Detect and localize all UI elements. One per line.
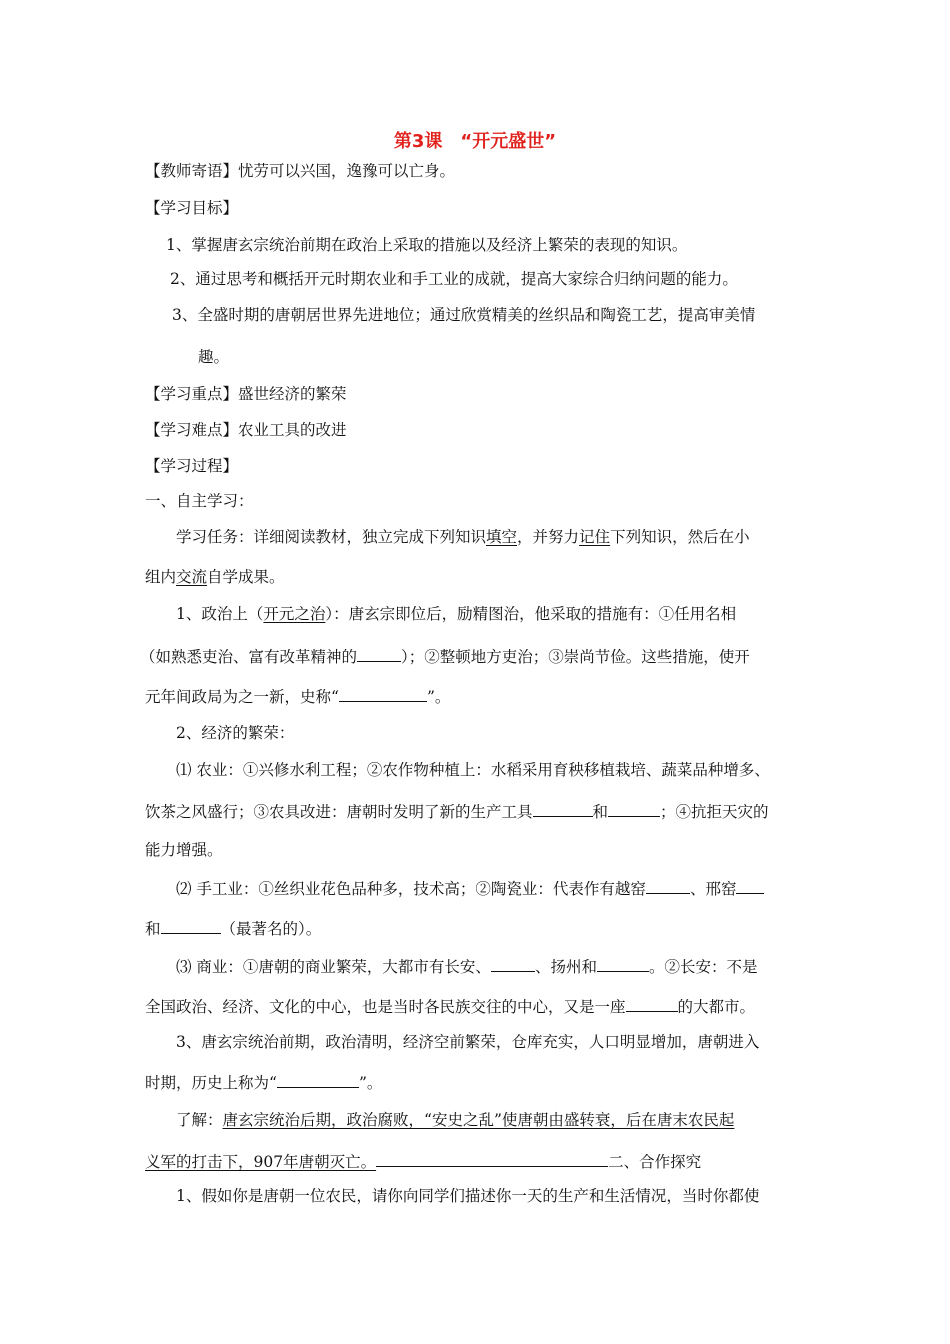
- agriculture-line-3: 能力增强。: [145, 841, 223, 859]
- commerce-text: 的大都市。: [677, 998, 756, 1016]
- politics-text: ）：唐玄宗即位后，励精图治，他采取的措施有：①任用名相: [325, 605, 737, 623]
- handicraft-text: 和: [145, 920, 161, 938]
- teacher-message-text: 忧劳可以兴国，逸豫可以亡身。: [238, 162, 456, 180]
- agriculture-text: 和: [592, 803, 609, 821]
- key-point-text: 盛世经济的繁荣: [238, 385, 347, 403]
- teacher-message: [145, 160, 455, 182]
- fill-blank[interactable]: [491, 954, 535, 972]
- commerce-line-2: [145, 994, 755, 1018]
- key-point-label: 【学习重点】: [145, 385, 239, 403]
- understand-underline-extension: [376, 1149, 608, 1167]
- understand-line-2: [145, 1149, 701, 1173]
- task-underline-remember: 记住: [579, 528, 611, 546]
- fill-blank[interactable]: [277, 1070, 359, 1088]
- prosperity-text: 时期，历史上称为“: [145, 1074, 277, 1092]
- fill-blank[interactable]: [161, 916, 221, 934]
- goals-heading: 【学习目标】: [145, 199, 239, 217]
- handicraft-text: 、邢窑: [689, 880, 737, 898]
- fill-blank[interactable]: [646, 876, 690, 894]
- prosperity-line-2: [145, 1070, 382, 1094]
- cooperation-question-1: 1、假如你是唐朝一位农民，请你向同学们描述你一天的生产和生活情况，当时你都使: [176, 1187, 760, 1205]
- politics-line-2: [140, 644, 750, 668]
- difficult-point-label: 【学习难点】: [145, 421, 239, 439]
- fill-blank[interactable]: [608, 799, 660, 817]
- handicraft-text: ⑵ 手工业：①丝织业花色品种多，技术高；②陶瓷业：代表作有越窑: [176, 880, 646, 898]
- goal-1: 1、掌握唐玄宗统治前期在政治上采取的措施以及经济上繁荣的表现的知识。: [166, 236, 688, 254]
- fill-blank[interactable]: [339, 684, 427, 702]
- difficult-point: [145, 419, 347, 441]
- fill-blank[interactable]: [597, 954, 649, 972]
- handicraft-line-1: [176, 876, 764, 900]
- goal-3-continued: 趣。: [198, 348, 230, 366]
- agriculture-line-1: ⑴ 农业：①兴修水利工程；②农作物种植上：水稻采用育秧移植栽培、蔬菜品种增多、: [176, 761, 770, 779]
- agriculture-text: 饮茶之风盛行；③农具改进：唐朝时发明了新的生产工具: [145, 803, 533, 821]
- economy-heading: 2、经济的繁荣：: [176, 724, 295, 742]
- task-line-1: [176, 526, 750, 548]
- task-text: 下列知识，然后在小: [610, 528, 750, 546]
- process-heading: 【学习过程】: [145, 457, 239, 475]
- agriculture-text: ；④抗拒天灾的: [660, 803, 769, 821]
- section-self-study: 一、自主学习：: [145, 492, 254, 510]
- handicraft-text: （最著名的）。: [220, 920, 322, 938]
- difficult-point-text: 农业工具的改进: [238, 421, 347, 439]
- understand-underlined-text: 义军的打击下，907年唐朝灭亡。: [145, 1153, 377, 1171]
- commerce-text: 全国政治、经济、文化的中心，也是当时各民族交往的中心，又是一座: [145, 998, 626, 1016]
- politics-underline-kaiyuan: 开元之治: [263, 605, 326, 623]
- task-text: 组内: [145, 568, 177, 586]
- goal-2: 2、通过思考和概括开元时期农业和手工业的成就，提高大家综合归纳问题的能力。: [170, 270, 738, 288]
- prosperity-text: ”。: [358, 1074, 383, 1092]
- politics-text: 元年间政局为之一新，史称“: [145, 688, 339, 706]
- task-line-2: [145, 566, 285, 588]
- understand-line-1: [176, 1109, 734, 1131]
- task-underline-fill: 填空: [486, 528, 518, 546]
- task-text: 自学成果。: [207, 568, 285, 586]
- prosperity-line-1: 3、唐玄宗统治前期，政治清明，经济空前繁荣，仓库充实，人口明显增加，唐朝进入: [176, 1033, 760, 1051]
- fill-blank[interactable]: [626, 994, 678, 1012]
- politics-text: ）；②整顿地方吏治；③崇尚节俭。这些措施，使开: [401, 648, 750, 666]
- section-cooperation: 二、合作探究: [608, 1153, 702, 1171]
- politics-line-3: [145, 684, 450, 708]
- goal-3: 3、全盛时期的唐朝居世界先进地位；通过欣赏精美的丝织品和陶瓷工艺，提高审美情: [172, 306, 756, 324]
- politics-line-1: [176, 603, 736, 625]
- understand-underlined-text: 唐玄宗统治后期，政治腐败，“安史之乱”使唐朝由盛转衰，后在唐末农民起: [222, 1111, 735, 1129]
- commerce-text: ⑶ 商业：①唐朝的商业繁荣，大都市有长安、: [176, 958, 491, 976]
- key-point: [145, 383, 347, 405]
- politics-text: （如熟悉吏治、富有改革精神的: [140, 648, 358, 666]
- fill-blank[interactable]: [533, 799, 593, 817]
- task-text: ，并努力: [517, 528, 580, 546]
- commerce-text: 、扬州和: [534, 958, 597, 976]
- teacher-message-label: 【教师寄语】: [145, 162, 239, 180]
- politics-text: ”。: [426, 688, 451, 706]
- agriculture-line-2: [145, 799, 769, 823]
- understand-label: 了解：: [176, 1111, 223, 1129]
- handicraft-line-2: [145, 916, 321, 940]
- task-text: 学习任务：详细阅读教材，独立完成下列知识: [176, 528, 487, 546]
- task-underline-exchange: 交流: [176, 568, 208, 586]
- commerce-line-1: [176, 954, 757, 978]
- fill-blank[interactable]: [357, 644, 401, 662]
- lesson-title: 第3课 “开元盛世”: [393, 131, 557, 152]
- commerce-text: 。②长安：不是: [648, 958, 758, 976]
- fill-blank[interactable]: [736, 876, 764, 894]
- politics-text: 1、政治上（: [176, 605, 264, 623]
